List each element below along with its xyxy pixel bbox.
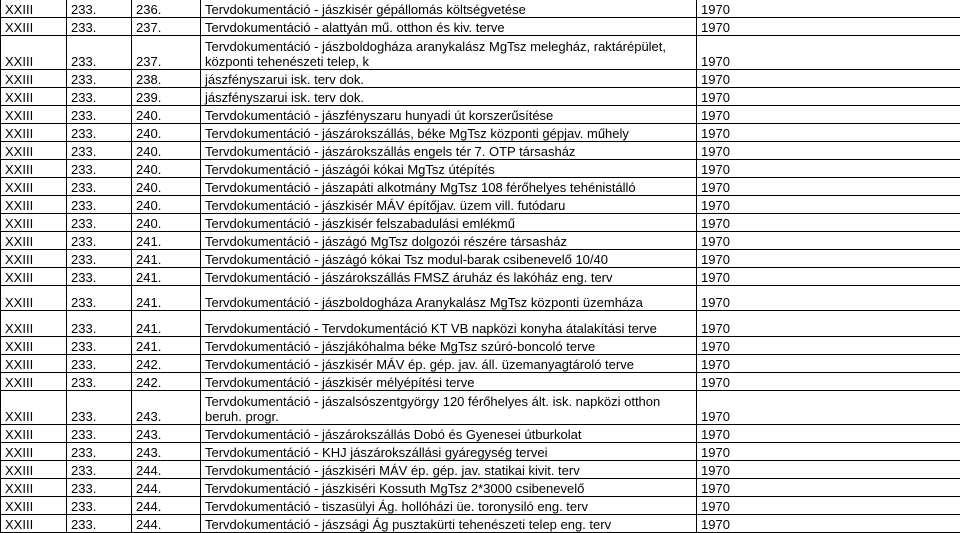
unit-cell: 241. xyxy=(132,250,201,268)
series-cell: 233. xyxy=(67,311,132,337)
unit-cell: 240. xyxy=(132,160,201,178)
year-cell: 1970 xyxy=(697,425,960,443)
fond-cell: XXIII xyxy=(1,443,67,461)
table-row xyxy=(1,36,960,70)
series-cell: 233. xyxy=(67,286,132,311)
table-row xyxy=(1,286,960,311)
fond-cell: XXIII xyxy=(1,232,67,250)
fond-cell: XXIII xyxy=(1,286,67,311)
series-cell: 233. xyxy=(67,268,132,286)
year-cell: 1970 xyxy=(697,311,960,337)
unit-cell: 241. xyxy=(132,337,201,355)
series-cell: 233. xyxy=(67,70,132,88)
unit-cell: 241. xyxy=(132,268,201,286)
year-cell: 1970 xyxy=(697,70,960,88)
fond-cell: XXIII xyxy=(1,124,67,142)
description-cell: Tervdokumentáció - jászárokszállás engels tér 7. OTP társasház xyxy=(201,142,697,160)
fond-cell: XXIII xyxy=(1,70,67,88)
year-cell: 1970 xyxy=(697,515,960,533)
series-cell: 233. xyxy=(67,425,132,443)
year-cell: 1970 xyxy=(697,124,960,142)
table-row xyxy=(1,0,960,18)
description-cell: Tervdokumentáció - jászágói kókai MgTsz útépítés xyxy=(201,160,697,178)
year-cell: 1970 xyxy=(697,196,960,214)
series-cell: 233. xyxy=(67,515,132,533)
fond-cell: XXIII xyxy=(1,18,67,36)
series-cell: 233. xyxy=(67,373,132,391)
year-cell: 1970 xyxy=(697,88,960,106)
series-cell: 233. xyxy=(67,232,132,250)
unit-cell: 242. xyxy=(132,355,201,373)
year-cell: 1970 xyxy=(697,497,960,515)
description-cell: Tervdokumentáció - jászfényszaru hunyadi út korszerűsítése xyxy=(201,106,697,124)
year-cell: 1970 xyxy=(697,106,960,124)
series-cell: 233. xyxy=(67,178,132,196)
fond-cell: XXIII xyxy=(1,88,67,106)
table-row xyxy=(1,391,960,425)
unit-cell: 244. xyxy=(132,461,201,479)
table-row xyxy=(1,268,960,286)
unit-cell: 240. xyxy=(132,196,201,214)
series-cell: 233. xyxy=(67,214,132,232)
year-cell: 1970 xyxy=(697,36,960,70)
unit-cell: 244. xyxy=(132,479,201,497)
table-row xyxy=(1,443,960,461)
unit-cell: 237. xyxy=(132,36,201,70)
fond-cell: XXIII xyxy=(1,461,67,479)
unit-cell: 240. xyxy=(132,124,201,142)
description-cell: Tervdokumentáció - jászágó MgTsz dolgozói részére társasház xyxy=(201,232,697,250)
table-row xyxy=(1,142,960,160)
fond-cell: XXIII xyxy=(1,268,67,286)
table-row xyxy=(1,479,960,497)
series-cell: 233. xyxy=(67,479,132,497)
description-cell: Tervdokumentáció - jászboldogháza aranykalász MgTsz melegház, raktárépület, központi tehenészeti telep, k xyxy=(201,36,697,70)
series-cell: 233. xyxy=(67,196,132,214)
series-cell: 233. xyxy=(67,337,132,355)
fond-cell: XXIII xyxy=(1,250,67,268)
year-cell: 1970 xyxy=(697,250,960,268)
table-row xyxy=(1,196,960,214)
unit-cell: 241. xyxy=(132,286,201,311)
fond-cell: XXIII xyxy=(1,373,67,391)
description-cell: Tervdokumentáció - jászkisér gépállomás költségvetése xyxy=(201,0,697,18)
description-cell: Tervdokumentáció - jászboldogháza Aranykalász MgTsz központi üzemháza xyxy=(201,286,697,311)
table-row xyxy=(1,106,960,124)
fond-cell: XXIII xyxy=(1,425,67,443)
series-cell: 233. xyxy=(67,443,132,461)
description-cell: Tervdokumentáció - jászjákóhalma béke MgTsz szúró-boncoló terve xyxy=(201,337,697,355)
fond-cell: XXIII xyxy=(1,160,67,178)
series-cell: 233. xyxy=(67,355,132,373)
series-cell: 233. xyxy=(67,36,132,70)
description-cell: Tervdokumentáció - jászkiséri MÁV ép. gép. jav. statikai kivit. terv xyxy=(201,461,697,479)
fond-cell: XXIII xyxy=(1,214,67,232)
unit-cell: 241. xyxy=(132,232,201,250)
series-cell: 233. xyxy=(67,0,132,18)
unit-cell: 240. xyxy=(132,106,201,124)
description-cell: Tervdokumentáció - jászárokszállás, béke MgTsz központi gépjav. műhely xyxy=(201,124,697,142)
year-cell: 1970 xyxy=(697,178,960,196)
unit-cell: 242. xyxy=(132,373,201,391)
table-row xyxy=(1,88,960,106)
unit-cell: 244. xyxy=(132,515,201,533)
series-cell: 233. xyxy=(67,497,132,515)
fond-cell: XXIII xyxy=(1,391,67,425)
fond-cell: XXIII xyxy=(1,36,67,70)
unit-cell: 243. xyxy=(132,425,201,443)
series-cell: 233. xyxy=(67,461,132,479)
table-row xyxy=(1,337,960,355)
unit-cell: 243. xyxy=(132,443,201,461)
unit-cell: 243. xyxy=(132,391,201,425)
table-row xyxy=(1,425,960,443)
table-row xyxy=(1,497,960,515)
fond-cell: XXIII xyxy=(1,479,67,497)
description-cell: Tervdokumentáció - jászapáti alkotmány MgTsz 108 férőhelyes tehénistálló xyxy=(201,178,697,196)
series-cell: 233. xyxy=(67,88,132,106)
table-row xyxy=(1,18,960,36)
year-cell: 1970 xyxy=(697,373,960,391)
description-cell: Tervdokumentáció - Tervdokumentáció KT VB napközi konyha átalakítási terve xyxy=(201,311,697,337)
series-cell: 233. xyxy=(67,18,132,36)
description-cell: Tervdokumentáció - jászágó kókai Tsz modul-barak csibenevelő 10/40 xyxy=(201,250,697,268)
table-row xyxy=(1,178,960,196)
unit-cell: 240. xyxy=(132,178,201,196)
table-row xyxy=(1,311,960,337)
year-cell: 1970 xyxy=(697,355,960,373)
unit-cell: 240. xyxy=(132,214,201,232)
description-cell: Tervdokumentáció - jászkisér MÁV ép. gép. jav. áll. üzemanyagtároló terve xyxy=(201,355,697,373)
series-cell: 233. xyxy=(67,142,132,160)
unit-cell: 238. xyxy=(132,70,201,88)
description-cell: Tervdokumentáció - jászárokszállás Dobó és Gyenesei útburkolat xyxy=(201,425,697,443)
unit-cell: 237. xyxy=(132,18,201,36)
table-row xyxy=(1,232,960,250)
series-cell: 233. xyxy=(67,391,132,425)
year-cell: 1970 xyxy=(697,461,960,479)
description-cell: Tervdokumentáció - jászkisér MÁV építőjav. üzem vill. futódaru xyxy=(201,196,697,214)
year-cell: 1970 xyxy=(697,214,960,232)
unit-cell: 244. xyxy=(132,497,201,515)
description-cell: Tervdokumentáció - tiszasülyi Ág. hollóházi üe. toronysiló eng. terv xyxy=(201,497,697,515)
table-row xyxy=(1,70,960,88)
unit-cell: 239. xyxy=(132,88,201,106)
table-row xyxy=(1,214,960,232)
year-cell: 1970 xyxy=(697,286,960,311)
series-cell: 233. xyxy=(67,250,132,268)
table-row xyxy=(1,355,960,373)
table-row xyxy=(1,160,960,178)
fond-cell: XXIII xyxy=(1,355,67,373)
table-row xyxy=(1,250,960,268)
description-cell: Tervdokumentáció - jászkiséri Kossuth MgTsz 2*3000 csibenevelő xyxy=(201,479,697,497)
unit-cell: 241. xyxy=(132,311,201,337)
fond-cell: XXIII xyxy=(1,497,67,515)
fond-cell: XXIII xyxy=(1,311,67,337)
unit-cell: 236. xyxy=(132,0,201,18)
table-row xyxy=(1,515,960,533)
series-cell: 233. xyxy=(67,124,132,142)
year-cell: 1970 xyxy=(697,160,960,178)
year-cell: 1970 xyxy=(697,479,960,497)
year-cell: 1970 xyxy=(697,337,960,355)
description-cell: Tervdokumentáció - jászárokszállás FMSZ áruház és lakóház eng. terv xyxy=(201,268,697,286)
unit-cell: 240. xyxy=(132,142,201,160)
table-row xyxy=(1,124,960,142)
fond-cell: XXIII xyxy=(1,178,67,196)
description-cell: Tervdokumentáció - jászkisér mélyépítési terve xyxy=(201,373,697,391)
description-cell: Tervdokumentáció - alattyán mű. otthon és kiv. terve xyxy=(201,18,697,36)
year-cell: 1970 xyxy=(697,391,960,425)
year-cell: 1970 xyxy=(697,268,960,286)
description-cell: Tervdokumentáció - jászsági Ág pusztakürti tehenészeti telep eng. terv xyxy=(201,515,697,533)
description-cell: Tervdokumentáció - KHJ jászárokszállási gyáregység tervei xyxy=(201,443,697,461)
description-cell: jászfényszarui isk. terv dok. xyxy=(201,88,697,106)
year-cell: 1970 xyxy=(697,142,960,160)
description-cell: Tervdokumentáció - jászalsószentgyörgy 120 férőhelyes ált. isk. napközi otthon beruh. progr. xyxy=(201,391,697,425)
fond-cell: XXIII xyxy=(1,337,67,355)
records-table-body xyxy=(1,0,960,533)
table-row xyxy=(1,461,960,479)
description-cell: Tervdokumentáció - jászkisér felszabadulási emlékmű xyxy=(201,214,697,232)
description-cell: jászfényszarui isk. terv dok. xyxy=(201,70,697,88)
year-cell: 1970 xyxy=(697,232,960,250)
year-cell: 1970 xyxy=(697,0,960,18)
series-cell: 233. xyxy=(67,160,132,178)
fond-cell: XXIII xyxy=(1,196,67,214)
fond-cell: XXIII xyxy=(1,142,67,160)
fond-cell: XXIII xyxy=(1,0,67,18)
fond-cell: XXIII xyxy=(1,515,67,533)
table-row xyxy=(1,373,960,391)
series-cell: 233. xyxy=(67,106,132,124)
year-cell: 1970 xyxy=(697,18,960,36)
year-cell: 1970 xyxy=(697,443,960,461)
fond-cell: XXIII xyxy=(1,106,67,124)
